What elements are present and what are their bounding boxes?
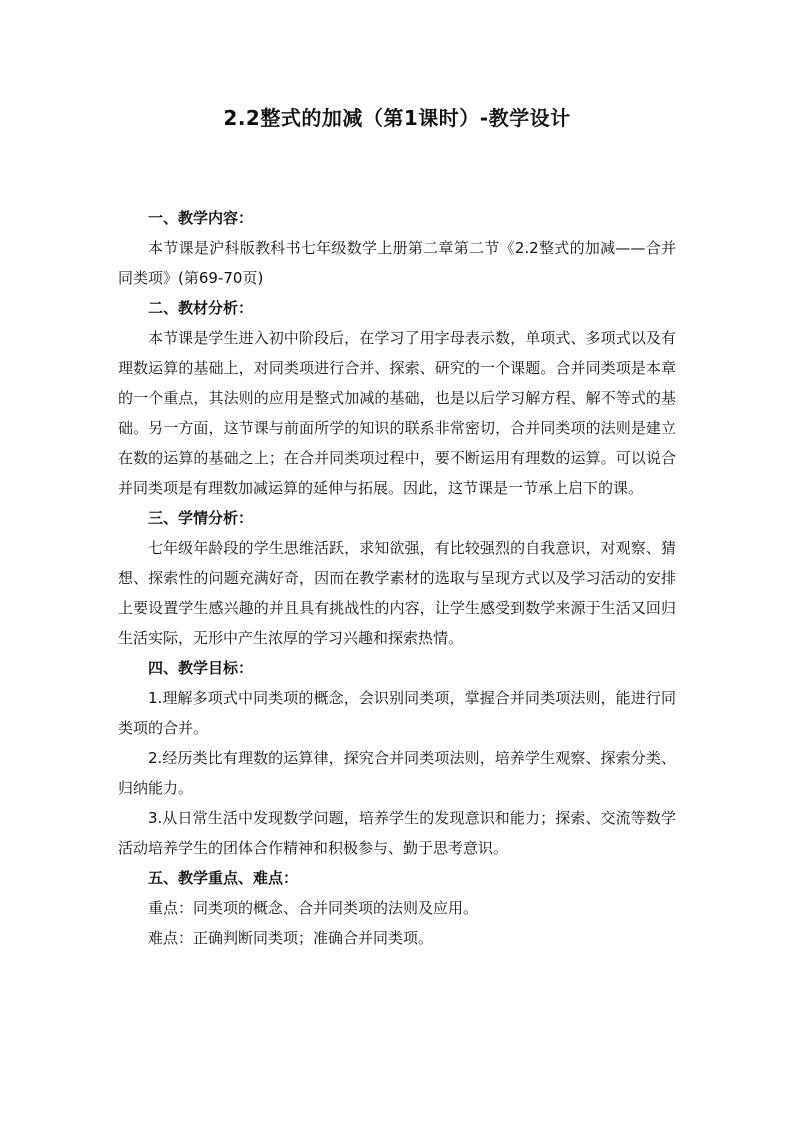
document-title: 2.2整式的加减（第1课时）-教学设计	[223, 106, 571, 130]
difficulty-line: 难点：正确判断同类项；准确合并同类项。	[148, 929, 434, 947]
objective-item-1: 1.理解多项式中同类项的概念，会识别同类项，掌握合并同类项法则，能进行同类项的合并。	[118, 689, 676, 737]
paragraph-content: 本节课是沪科版教科书七年级数学上册第二章第二节《2.2整式的加减——合并同类项》(第69-70页)	[118, 239, 676, 287]
key-point-line: 重点：同类项的概念、合并同类项的法则及应用。	[148, 899, 479, 917]
paragraph-student-analysis: 七年级年龄段的学生思维活跃，求知欲强，有比较强烈的自我意识，对观察、猜想、探索性的问题充满好奇，因而在教学素材的选取与呈现方式以及学习活动的安排上要设置学生感兴趣的并且具有挑战性的内容，让学生感受到数学来源于生活又回归生活实际，无形中产生浓厚的学习兴趣和探索热情。	[118, 539, 676, 647]
section-heading-key-points: 五、教学重点、难点：	[148, 869, 299, 887]
section-heading-content: 一、教学内容：	[148, 209, 254, 227]
document-body	[118, 203, 676, 953]
section-heading-objectives: 四、教学目标：	[148, 659, 254, 677]
paragraph-textbook-analysis: 本节课是学生进入初中阶段后，在学习了用字母表示数，单项式、多项式以及有理数运算的基础上，对同类项进行合并、探索、研究的一个课题。合并同类项是本章的一个重点，其法则的应用是整式加减的基础，也是以后学习解方程、解不等式的基础。另一方面，这节课与前面所学的知识的联系非常密切，合并同类项的法则是建立在数的运算的基础之上；在合并同类项过程中，要不断运用有理数的运算。可以说合并同类项是有理数加减运算的延伸与拓展。因此，这节课是一节承上启下的课。	[118, 329, 676, 497]
objective-item-3: 3.从日常生活中发现数学问题，培养学生的发现意识和能力；探索、交流等数学活动培养学生的团体合作精神和积极参与、勤于思考意识。	[118, 809, 676, 857]
objective-item-2: 2.经历类比有理数的运算律，探究合并同类项法则，培养学生观察、探索分类、归纳能力。	[118, 749, 676, 797]
section-heading-student-analysis: 三、学情分析：	[148, 509, 254, 527]
section-heading-textbook-analysis: 二、教材分析：	[148, 299, 254, 317]
